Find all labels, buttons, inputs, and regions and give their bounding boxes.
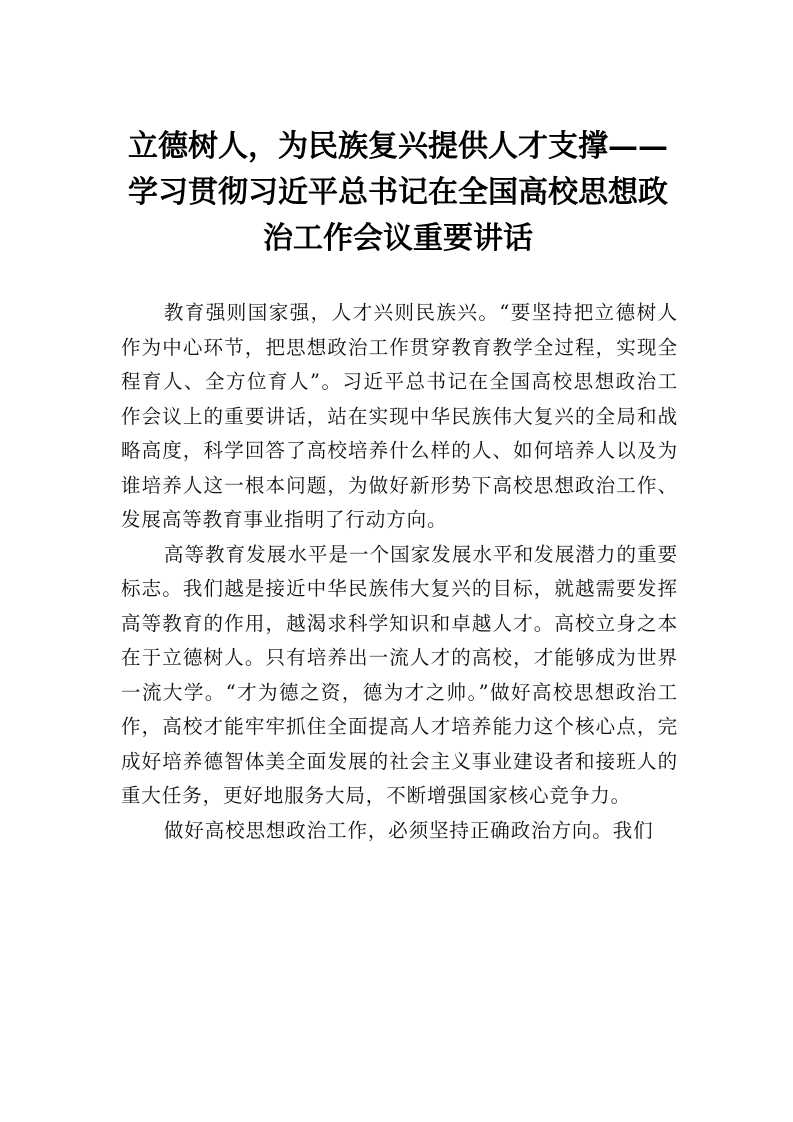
body-paragraph: 高等教育发展水平是一个国家发展水平和发展潜力的重要标志。我们越是接近中华民族伟大复兴的目标，就越需要发挥高等教育的作用，越渴求科学知识和卓越人才。高校立身之本在于立德树人。只有培养出一流人才的高校，才能够成为世界一流大学。“才为德之资，德为才之帅。”做好高校思想政治工作，高校才能牢牢抓住全面提高人才培养能力这个核心点，完成好培养德智体美全面发展的社会主义事业建设者和接班人的重大任务，更好地服务大局，不断增强国家核心竞争力。 (121, 542, 678, 807)
body-paragraph: 做好高校思想政治工作，必须坚持正确政治方向。我们 (163, 818, 654, 842)
document-body (121, 296, 678, 848)
body-paragraph: 教育强则国家强，人才兴则民族兴。“要坚持把立德树人作为中心环节，把思想政治工作贯穿教育教学全过程，实现全程育人、全方位育人”。习近平总书记在全国高校思想政治工作会议上的重要讲话，站在实现中华民族伟大复兴的全局和战略高度，科学回答了高校培养什么样的人、如何培养人以及为谁培养人这一根本问题，为做好新形势下高校思想政治工作、发展高等教育事业指明了行动方向。 (121, 301, 678, 531)
document-title: 立德树人，为民族复兴提供人才支撑——学习贯彻习近平总书记在全国高校思想政治工作会议重要讲话 (128, 129, 668, 256)
